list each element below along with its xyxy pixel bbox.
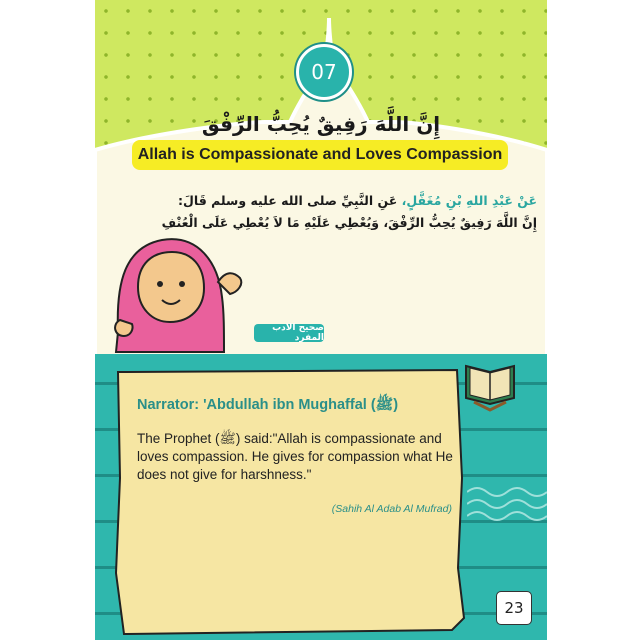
page-number: 23 bbox=[496, 591, 532, 625]
narrator-line: Narrator: 'Abdullah ibn Mughaffal (ﷺ) bbox=[137, 397, 399, 413]
hadith-reference: (Sahih Al Adab Al Mufrad) bbox=[331, 503, 452, 515]
girl-character-illustration bbox=[100, 212, 250, 362]
arabic-narrator: عَنْ عَبْدِ اللهِ بْنِ مُغَفَّلٍ، bbox=[401, 193, 537, 208]
source-tag: صحيح الادب المفرد bbox=[254, 324, 324, 342]
arabic-title: إِنَّ اللَّهَ رَفِيقٌ يُحِبُّ الرِّفْقَ bbox=[201, 112, 441, 136]
hadith-translation: The Prophet (ﷺ) said:"Allah is compassionate and loves compassion. He gives for compassion what He does not give for harshness." bbox=[137, 431, 453, 482]
arabic-hadith-text: إِنَّ اللَّهَ رَفِيقٌ يُحِبُّ الرِّفْقَ، وَيُعْطِي عَلَيْهِ مَا لاَ يُعْطِي عَلَى الْعُنْفِ bbox=[161, 215, 537, 230]
open-quran-book-icon bbox=[460, 358, 520, 412]
lesson-number-badge: 07 bbox=[296, 44, 352, 100]
arabic-narration-rest: عَنِ النَّبِيِّ صلى الله عليه وسلم قَالَ: bbox=[178, 193, 402, 208]
english-title-banner: Allah is Compassionate and Loves Compassion bbox=[132, 140, 508, 170]
wave-decoration bbox=[467, 484, 547, 524]
arabic-narration-line bbox=[137, 190, 537, 212]
